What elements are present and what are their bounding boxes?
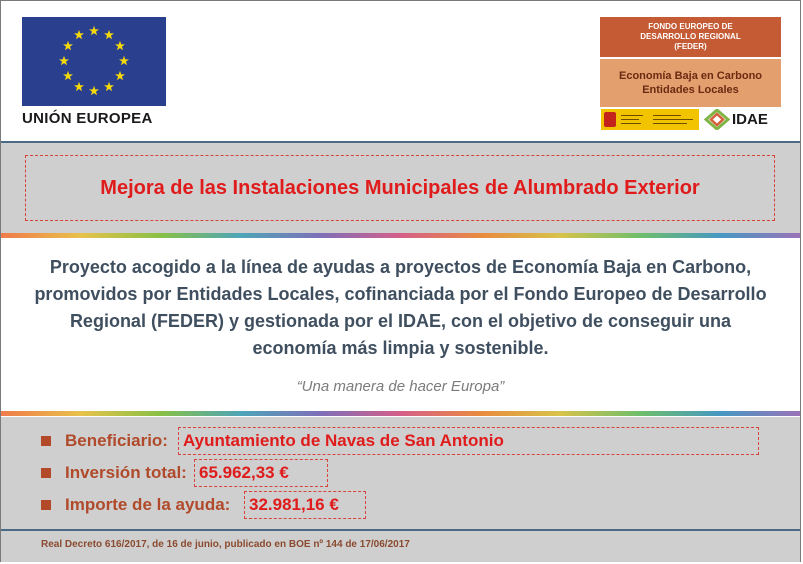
idae-mark-icon	[704, 109, 730, 130]
star-icon	[89, 26, 99, 35]
star-icon	[74, 82, 84, 91]
rainbow-divider	[1, 411, 800, 416]
bullet-icon	[41, 436, 51, 446]
feder-subtitle-line: Entidades Locales	[642, 84, 739, 96]
feder-subtitle-line: Economía Baja en Carbono	[618, 70, 763, 82]
beneficiary-row	[1, 427, 800, 455]
title-box	[25, 155, 775, 221]
description-area	[1, 238, 800, 410]
star-icon	[104, 30, 114, 39]
investment-value: 65.962,33 €	[194, 459, 328, 487]
star-icon	[119, 56, 129, 65]
aid-value: 32.981,16 €	[244, 491, 366, 519]
star-icon	[63, 71, 73, 80]
star-icon	[74, 30, 84, 39]
institution-logos	[600, 109, 781, 130]
star-icon	[115, 71, 125, 80]
info-band	[1, 417, 800, 529]
aid-label: Importe de la ayuda:	[65, 495, 231, 514]
gobierno-logo-icon	[601, 109, 699, 130]
legal-reference: Real Decreto 616/2017, de 16 de junio, publicado en BOE nº 144 de 17/06/2017	[41, 539, 410, 550]
feder-title-line: FONDO EUROPEO DE	[648, 22, 733, 31]
star-icon	[104, 82, 114, 91]
star-icon	[115, 41, 125, 50]
star-icon	[89, 86, 99, 95]
star-icon	[63, 41, 73, 50]
eu-label: UNIÓN EUROPEA	[22, 110, 153, 127]
title-band	[1, 147, 800, 233]
project-title: Mejora de las Instalaciones Municipales de Alumbrado Exterior	[100, 176, 700, 199]
idae-label: IDAE	[732, 111, 768, 128]
investment-label: Inversión total:	[65, 463, 187, 482]
project-description: Proyecto acogido a la línea de ayudas a proyectos de Economía Baja en Carbono, promovidos por Entidades Locales, cofinanciada por el Fondo Europeo de Desarrollo Regional (FEDER) y gestionada por el IDAE, con el objetivo de conseguir una economía más limpia y sostenible.	[34, 257, 767, 358]
eu-flag-icon	[22, 17, 166, 106]
investment-row	[1, 459, 800, 487]
idae-logo	[704, 109, 781, 130]
aid-row	[1, 491, 800, 519]
shield-icon	[604, 112, 616, 127]
feder-title	[600, 17, 781, 57]
star-icon	[59, 56, 69, 65]
footer	[1, 531, 800, 562]
motto: “Una manera de hacer Europa”	[296, 378, 505, 395]
header	[1, 1, 800, 141]
bullet-icon	[41, 500, 51, 510]
feder-logo-block	[600, 17, 781, 130]
beneficiary-label: Beneficiario:	[65, 431, 168, 450]
feder-subtitle	[600, 59, 781, 107]
feder-title-line: DESARROLLO REGIONAL	[640, 32, 741, 41]
beneficiary-value: Ayuntamiento de Navas de San Antonio	[178, 427, 759, 455]
bullet-icon	[41, 468, 51, 478]
feder-title-line: (FEDER)	[674, 42, 707, 51]
